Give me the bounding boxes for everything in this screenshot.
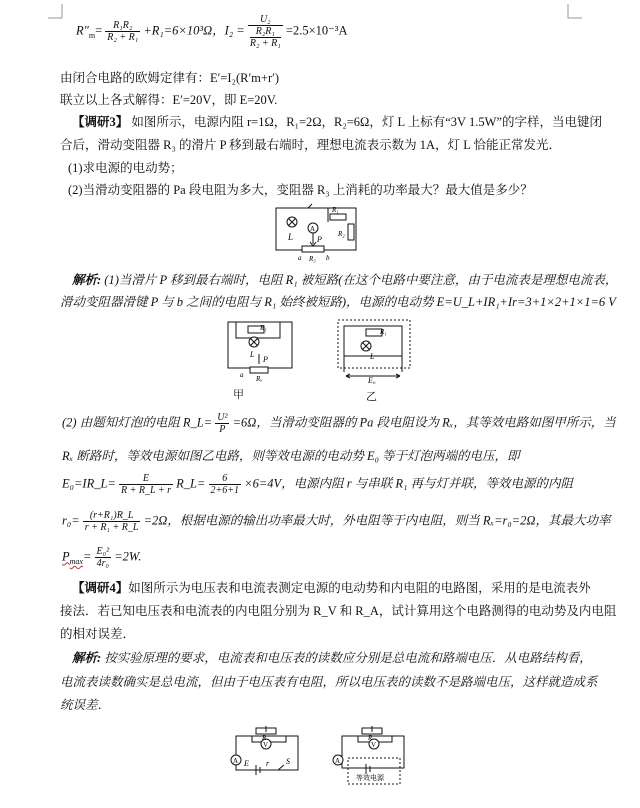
svg-text:E: E [244,759,249,768]
question-3-line-1: 【调研3】 如图所示，电源内阻 r=1Ω，R₁=2Ω，R₂=6Ω，灯 L 上标有“3V 1.5W”的字样，当电键闭 [72,115,602,129]
svg-text:V: V [263,741,269,749]
question-4-line-1: 【调研4】如图所示为电压表和电流表测定电源的电动势和内电阻的电路图，采用的是电流表外 [72,581,591,595]
fraction: $\frac{\text{U²}}{P}$ [217,412,228,435]
svg-text:a: a [240,371,244,379]
solution-3-line-1: 解析: (1)当滑片 P 移到最右端时，电阻 R₁ 被短路(在这个电路中要注意，由于电流表是理想电流表， [72,273,618,287]
svg-text:A: A [335,757,341,765]
solution-3-line-2: 滑动变阻器滑键 P 与 b 之间的电阻与 R₁ 始终被短路)，电源的电动势 E=U_L+IR₁+Ir=3+1×2+1×1=6 V [60,295,616,309]
circuit-diagram-q4-left [226,718,306,782]
label-ammeter: A [310,225,316,233]
page-corner-mark-left [48,4,64,20]
label-r3: R₃ [309,255,316,263]
question-4-line-2: 接法．若已知电压表和电流表的内电阻分别为 R_V 和 R_A，试计算用这个电路测得的电动势及内电阻 [60,604,617,618]
question-3-sub-1: (1)求电源的电动势； [68,161,183,175]
question-tag: 【调研4】 [72,581,129,595]
svg-text:等效电源: 等效电源 [356,774,384,782]
svg-text:L: L [370,352,375,361]
svg-text:R: R [262,734,267,742]
solution-3-line-4: Rₓ 断路时，等效电源如图乙电路，则等效电源的电动势 E₀ 等于灯泡两端的电压，即 [62,449,520,463]
solution-3-line-3: (2) 由题知灯泡的电阻 R_L= $\frac{\text{U²}}{P}$ =6Ω，当滑动变阻器的 Pa 段电阻设为 Rₓ，其等效电路如图甲所示，当 [62,412,616,435]
solution-3-line-6: r₀= $\frac{\text{(r+R₁)R\_L}}{\text{r + R₁ + R\_L}}$ =2Ω，根据电源的输出功率最大时，外电阻等于内电阻，则当 Rₓ=r₀=2Ω，其最大功率 [62,510,611,533]
question-3-sub-2: (2)当滑动变阻器的 Pa 段电阻为多大，变阻器 R₃ 上消耗的功率最大？最大值是多少？ [68,183,533,197]
solution-3-line-7: $P_{max}=$ $\frac{\text{E₀²}}{\text{4r₀}}$ =2W. [62,546,142,569]
fraction: U₂ R₂R₁ R₂ + R₁ [249,14,281,49]
svg-text:r: r [266,759,270,768]
text-line: 由闭合电路的欧姆定律有：E′=I₂(R′m+r′) [60,71,280,85]
svg-text:E₀: E₀ [368,376,376,384]
solution-4-line-2: 电流表读数确实是总电流，但由于电压表有电阻，所以电压表的读数不是路端电压，这样就造成系 [60,675,598,689]
label-r1: R₁ [332,206,339,214]
formula-rm: R″ [76,23,89,38]
solution-tag: 解析: [72,651,102,665]
svg-text:Rₓ: Rₓ [256,375,263,382]
svg-text:R₁: R₁ [260,324,267,332]
label-lamp: L [288,232,294,242]
solution-4-line-3: 统误差． [60,698,111,712]
question-3-line-2: 合后，滑动变阻器 R₃ 的滑片 P 移到最右端时，理想电流表示数为 1A，灯 L 恰能正常发光． [60,138,562,152]
fraction: $\frac{E}{R + R\_L + r}$ [120,473,171,496]
label-p: P [317,235,322,244]
svg-text:V: V [371,741,377,749]
solution-tag: 解析: [72,273,102,287]
page-corner-mark-right [566,4,582,20]
circuit-diagram-q3 [268,198,364,266]
fraction: $\frac{6}{2+6+1}$ [210,473,240,496]
svg-text:P: P [263,355,268,364]
svg-text:S: S [286,757,290,766]
label-a: a [298,254,302,262]
circuit-diagram-jia [222,318,298,382]
circuit-diagram-q4-right [326,718,420,790]
question-4-line-3: 的相对误差． [60,627,136,641]
label-r2: R₂ [338,230,345,238]
fraction: $\frac{\text{R₁R₂}}{\text{R₂ + R₁}}$ [107,20,139,43]
fraction: $\frac{\text{(r+R₁)R\_L}}{\text{r + R₁ + R\_L}}$ [84,510,139,533]
svg-text:L: L [250,350,255,359]
svg-text:R: R [368,734,373,742]
solution-4-line-1: 解析: 按实验原理的要求，电流表和电压表的读数应分别是总电流和路端电压．从电路结构看， [72,651,592,665]
formula-line-1: $R''_m=$ $\frac{\text{R₁R₂}}{\text{R₂ + R₁}}$ +R₁=6×10³Ω，I₂ = U₂ R₂R₁ R₂ + R₁ =2.5×10⁻³A [76,14,348,49]
label-b: b [326,254,330,262]
question-tag: 【调研3】 [72,115,129,129]
svg-text:R₁: R₁ [380,328,387,336]
circuit-diagram-yi [336,318,412,384]
solution-3-line-5: E₀=IR_L= $\frac{E}{R + R\_L + r}$ R_L= $\frac{6}{2+6+1}$ ×6=4V，电源内阻 r 与串联 R₁ 再与灯并联，等效电源的内阻 [62,473,573,496]
figure-caption-yi: 乙 [366,391,377,403]
figure-caption-jia: 甲 [233,389,244,401]
fraction: $\frac{\text{E₀²}}{\text{4r₀}}$ [96,546,110,569]
text-line: 联立以上各式解得：E′=20V，即 E=20V. [60,93,278,107]
svg-text:A: A [233,757,239,765]
